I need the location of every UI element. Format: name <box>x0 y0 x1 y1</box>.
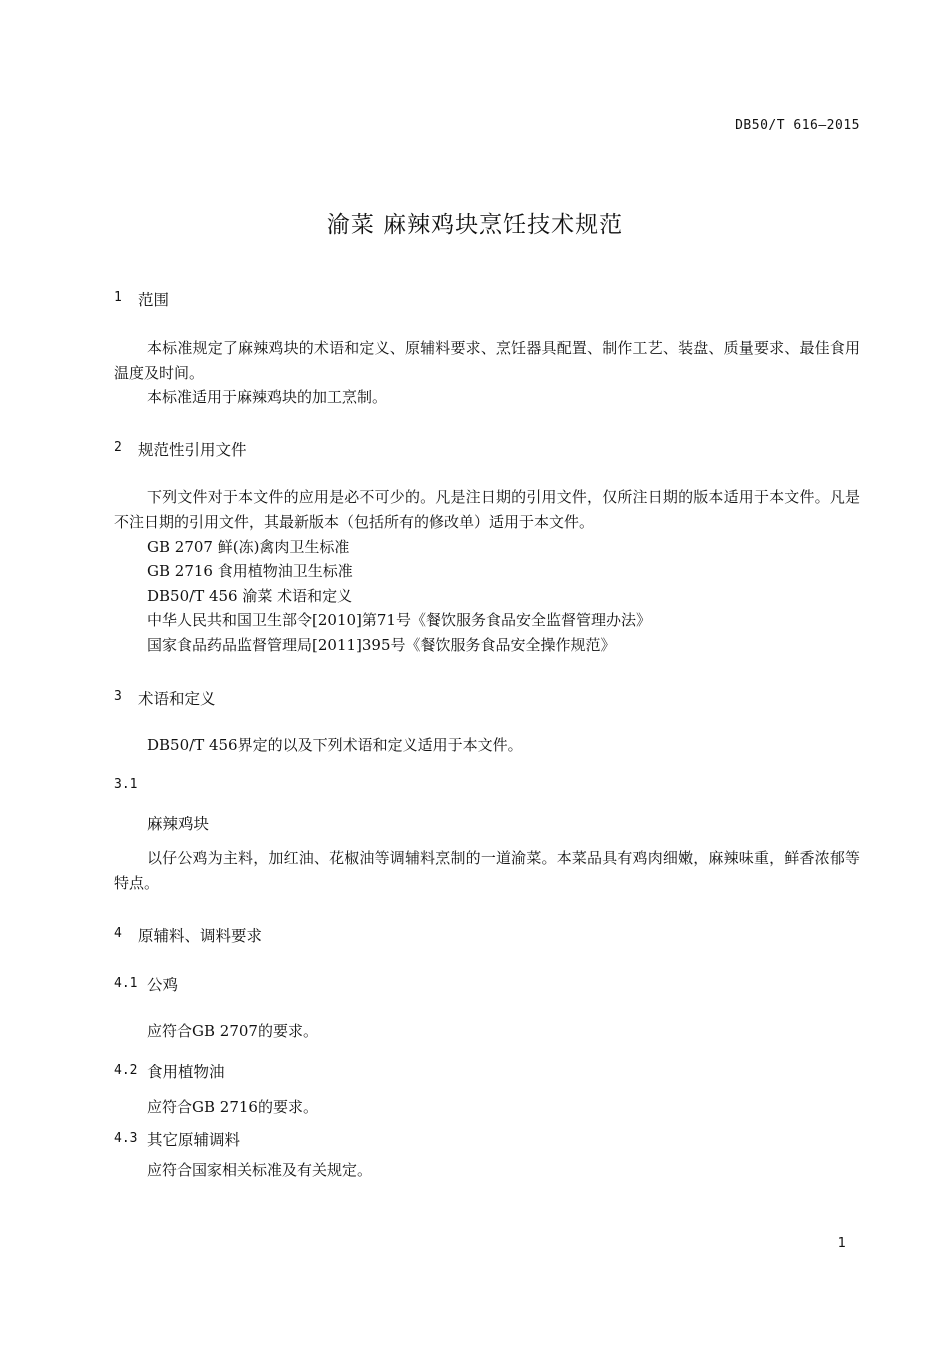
subsection-title: 食用植物油 <box>147 1063 225 1081</box>
reference-item: 国家食品药品监督管理局[2011]395号《餐饮服务食品安全操作规范》 <box>147 636 616 654</box>
page-number: 1 <box>837 1236 846 1251</box>
section-title: 原辅料、调料要求 <box>138 927 263 945</box>
section-number: 1 <box>114 290 122 305</box>
document-title: 渝菜 麻辣鸡块烹饪技术规范 <box>326 212 624 238</box>
subsection-number: 4.1 <box>114 976 138 991</box>
term-definition: 以仔公鸡为主料，加红油、花椒油等调辅料烹制的一道渝菜。本菜品具有鸡肉细嫩，麻辣味重，鲜香浓郁等特点。 <box>114 849 860 892</box>
section-number: 4 <box>114 926 122 941</box>
subsection-title: 其它原辅调料 <box>147 1131 241 1149</box>
reference-item: GB 2707 鲜(冻)禽肉卫生标准 <box>147 538 350 556</box>
section-number: 3 <box>114 689 122 704</box>
subsection-number: 4.3 <box>114 1131 138 1146</box>
subsection-title: 公鸡 <box>147 976 179 994</box>
paragraph: 本标准适用于麻辣鸡块的加工烹制。 <box>147 388 388 406</box>
section-title: 术语和定义 <box>138 690 216 708</box>
subsection-number: 4.2 <box>114 1063 138 1078</box>
paragraph: 下列文件对于本文件的应用是必不可少的。凡是注日期的引用文件，仅所注日期的版本适用于本文件。凡是不注日期的引用文件，其最新版本（包括所有的修改单）适用于本文件。 <box>114 488 860 531</box>
paragraph: 应符合GB 2707的要求。 <box>147 1022 318 1040</box>
reference-item: DB50/T 456 渝菜 术语和定义 <box>147 587 353 605</box>
section-title: 范围 <box>138 291 170 309</box>
paragraph: 应符合GB 2716的要求。 <box>147 1098 318 1116</box>
document-code: DB50/T 616—2015 <box>735 118 860 133</box>
paragraph: DB50/T 456界定的以及下列术语和定义适用于本文件。 <box>147 736 523 754</box>
paragraph: 本标准规定了麻辣鸡块的术语和定义、原辅料要求、烹饪器具配置、制作工艺、装盘、质量要求、最佳食用温度及时间。 <box>114 339 860 382</box>
reference-item: 中华人民共和国卫生部令[2010]第71号《餐饮服务食品安全监督管理办法》 <box>147 611 651 629</box>
reference-item: GB 2716 食用植物油卫生标准 <box>147 562 353 580</box>
paragraph: 应符合国家相关标准及有关规定。 <box>147 1161 373 1179</box>
term-title: 麻辣鸡块 <box>147 815 210 833</box>
section-number: 2 <box>114 440 122 455</box>
subsection-number: 3.1 <box>114 777 138 792</box>
section-title: 规范性引用文件 <box>138 441 247 459</box>
